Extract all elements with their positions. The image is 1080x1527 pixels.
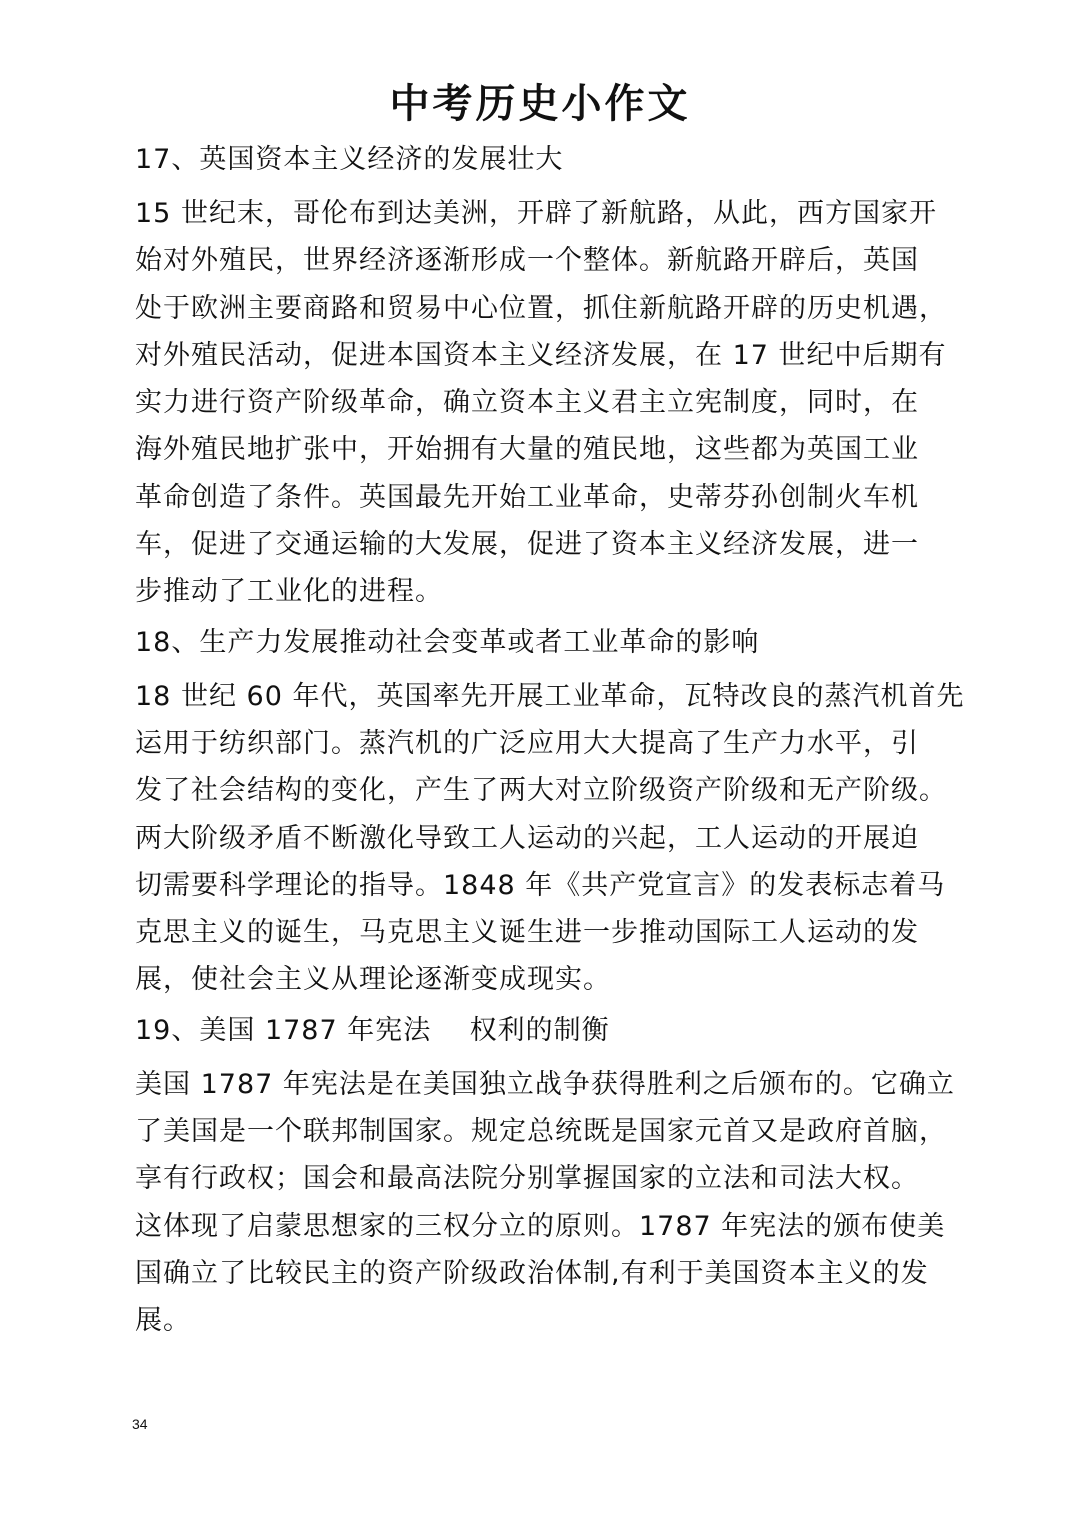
section-spacer <box>135 183 953 190</box>
page-number: 34 <box>132 1416 148 1432</box>
paragraph-line: 15 世纪末，哥伦布到达美洲，开辟了新航路，从此，西方国家开 <box>135 198 937 229</box>
paragraph-line: 了美国是一个联邦制国家。规定总统既是国家元首又是政府首脑， <box>135 1116 947 1148</box>
section-spacer <box>135 1054 953 1061</box>
paragraph-line: 克思主义的诞生，马克思主义诞生进一步推动国际工人运动的发 <box>135 917 919 949</box>
paragraph-line: 海外殖民地扩张中，开始拥有大量的殖民地，这些都为英国工业 <box>135 434 919 466</box>
paragraph-line: 享有行政权；国会和最高法院分别掌握国家的立法和司法大权。 <box>135 1163 919 1195</box>
paragraph-line: 对外殖民活动，促进本国资本主义经济发展，在 17 世纪中后期有 <box>135 339 947 371</box>
paragraph-line: 美国 1787 年宪法是在美国独立战争获得胜利之后颁布的。它确立 <box>135 1068 955 1100</box>
paragraph-line: 发了社会结构的变化，产生了两大对立阶级资产阶级和无产阶级。 <box>135 775 947 807</box>
section-heading-18: 18、生产力发展推动社会变革或者工业革命的影响 <box>135 626 760 658</box>
paragraph-line: 国确立了比较民主的资产阶级政治体制,有利于美国资本主义的发 <box>135 1257 929 1289</box>
section-heading-19: 19、美国 1787 年宪法 权利的制衡 <box>135 1014 610 1046</box>
section-heading-17: 17、英国资本主义经济的发展壮大 <box>135 144 564 175</box>
page-title: 中考历史小作文 <box>389 80 691 127</box>
paragraph-line: 步推动了工业化的进程。 <box>135 576 443 608</box>
paragraph-line: 运用于纺织部门。蒸汽机的广泛应用大大提高了生产力水平，引 <box>135 727 919 759</box>
section-paragraph-18 <box>135 673 965 1004</box>
paragraph-line: 展。 <box>135 1305 191 1337</box>
section-paragraph-17 <box>135 190 953 616</box>
paragraph-line: 展，使社会主义从理论逐渐变成现实。 <box>135 964 611 996</box>
paragraph-line: 这体现了启蒙思想家的三权分立的原则。1787 年宪法的颁布使美 <box>135 1210 946 1242</box>
paragraph-line: 车，促进了交通运输的大发展，促进了资本主义经济发展，进一 <box>135 529 919 561</box>
paragraph-line: 18 世纪 60 年代，英国率先开展工业革命，瓦特改良的蒸汽机首先 <box>135 680 965 712</box>
paragraph-line: 革命创造了条件。英国最先开始工业革命，史蒂芬孙创制火车机 <box>135 481 919 513</box>
paragraph-line: 两大阶级矛盾不断激化导致工人运动的兴起，工人运动的开展迫 <box>135 822 919 854</box>
paragraph-line: 切需要科学理论的指导。1848 年《共产党宣言》的发表标志着马 <box>135 869 946 901</box>
paragraph-line: 处于欧洲主要商路和贸易中心位置，抓住新航路开辟的历史机遇， <box>135 292 947 324</box>
document-body <box>135 136 965 1345</box>
paragraph-line: 始对外殖民，世界经济逐渐形成一个整体。新航路开辟后，英国 <box>135 245 919 277</box>
paragraph-line: 实力进行资产阶级革命，确立资本主义君主立宪制度，同时，在 <box>135 387 919 419</box>
section-spacer <box>135 666 953 673</box>
section-paragraph-19 <box>135 1061 953 1345</box>
